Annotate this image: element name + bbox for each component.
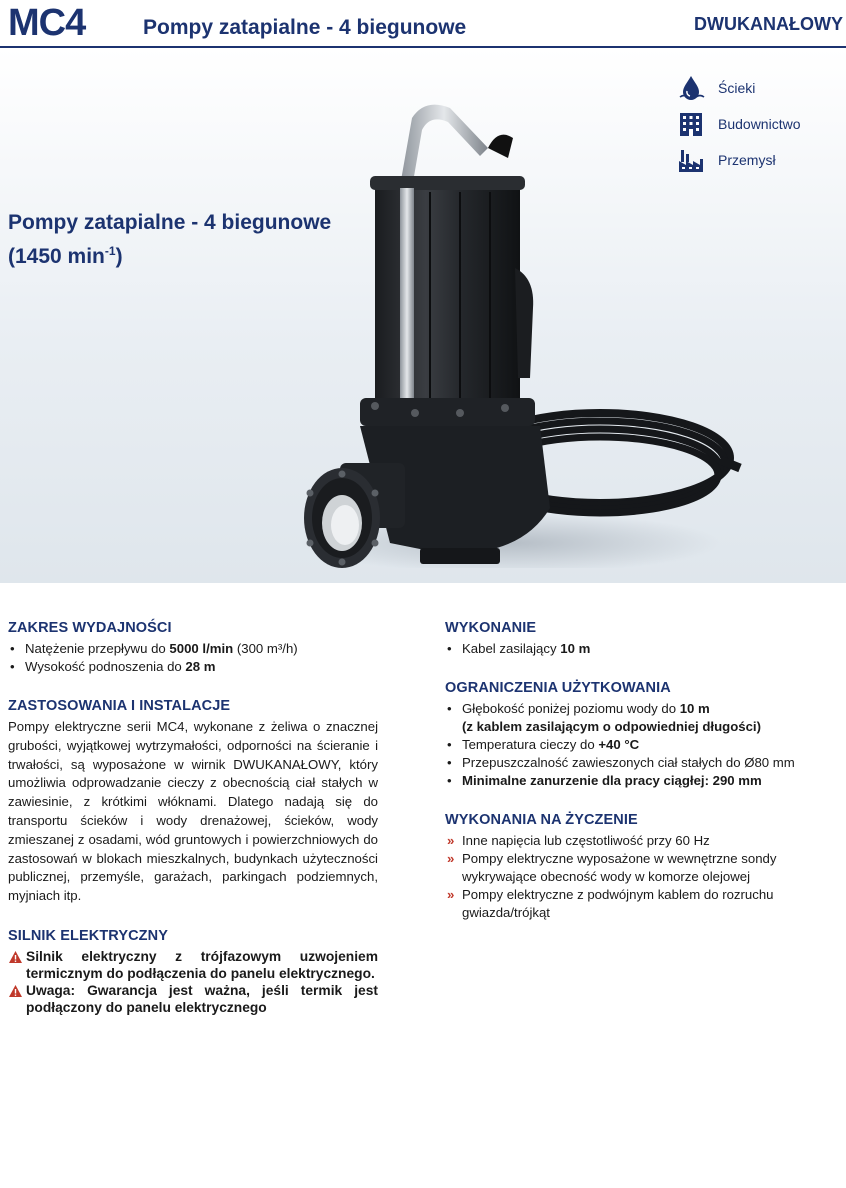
- warning-icon: [8, 984, 23, 998]
- hero-title: [8, 209, 331, 271]
- solids-item: • Przepuszczalność zawieszonych ciał stałych do Ø80 mm: [445, 754, 837, 772]
- construction-section: [445, 620, 837, 658]
- applications-section: [8, 698, 378, 906]
- hero-title-line1: Pompy zatapialne - 4 biegunowe: [8, 211, 332, 234]
- immersion-item: • Minimalne zanurzenie dla pracy ciągłej: 290 mm: [445, 772, 837, 790]
- section-title: WYKONANIE: [445, 620, 537, 636]
- left-column: [8, 620, 378, 1038]
- warning-icon: [8, 950, 23, 964]
- section-title: OGRANICZENIA UŻYTKOWANIA: [445, 680, 671, 696]
- options-section: [445, 812, 837, 922]
- page-header: [0, 0, 846, 48]
- head-item: • Wysokość podnoszenia do 28 m: [8, 658, 378, 676]
- section-title: WYKONANIA NA ŻYCZENIE: [445, 812, 638, 828]
- application-label: Budownictwo: [718, 116, 801, 132]
- option-item: » Pompy elektryczne wyposażone w wewnętrzne sondy wykrywające obecność wody w komorze olejowej: [445, 850, 837, 886]
- motor-section: [8, 928, 378, 1016]
- depth-item: • Głębokość poniżej poziomu wody do 10 m (z kablem zasilającym o odpowiedniej długości): [445, 700, 837, 736]
- application-label: Przemysł: [718, 152, 776, 168]
- applications-text: Pompy elektryczne serii MC4, wykonane z żeliwa o znacznej grubości, wyjątkowej wytrzymałości, odporności na ścieranie i trwałości, są wyposażone w wirnik DWUKANAŁOWY, który umożliwia odprowadzanie cieczy z obecnością ciał stałych w zawiesinie, z krótkimi włóknami. Dlatego nadają się do transportu ścieków i wody drenażowej, ścieków, wody zmieszanej z osadami, wód gruntowych i powierzchniowych do zastosowań w blokach mieszkalnych, budynkach użyteczności publicznej, przemyśle, garażach, parkingach podziemnych, myjniach itp.: [8, 719, 378, 904]
- hero-banner: [0, 48, 846, 583]
- section-title: ZAKRES WYDAJNOŚCI: [8, 620, 172, 636]
- section-title: ZASTOSOWANIA I INSTALACJE: [8, 698, 231, 714]
- section-title: SILNIK ELEKTRYCZNY: [8, 927, 168, 944]
- temperature-item: • Temperatura cieczy do +40 °C: [445, 736, 837, 754]
- limits-section: [445, 680, 837, 790]
- option-item: » Pompy elektryczne z podwójnym kablem do rozruchu gwiazda/trójkąt: [445, 886, 837, 922]
- cable-item: • Kabel zasilający 10 m: [445, 640, 837, 658]
- right-column: [445, 620, 837, 944]
- warranty-warning: Uwaga: Gwarancja jest ważna, jeśli termik jest podłączony do panelu elektrycznego: [8, 982, 378, 1016]
- impeller-type-badge: DWUKANAŁOWY: [694, 14, 843, 34]
- header-subtitle: Pompy zatapialne - 4 biegunowe: [143, 16, 467, 39]
- motor-warning: Silnik elektryczny z trójfazowym uzwojeniem termicznym do podłączenia do panelu elektrycznego.: [8, 948, 378, 982]
- application-label: Ścieki: [718, 80, 756, 96]
- option-item: » Inne napięcia lub częstotliwość przy 60 Hz: [445, 832, 837, 850]
- performance-range-section: [8, 620, 378, 676]
- flow-rate-item: • Natężenie przepływu do 5000 l/min (300 m³/h): [8, 640, 378, 658]
- hero-title-line2: (1450 $\min^{-1}$): [8, 244, 123, 268]
- model-name: MC4: [8, 2, 86, 44]
- submersible-pump-image: [300, 88, 770, 568]
